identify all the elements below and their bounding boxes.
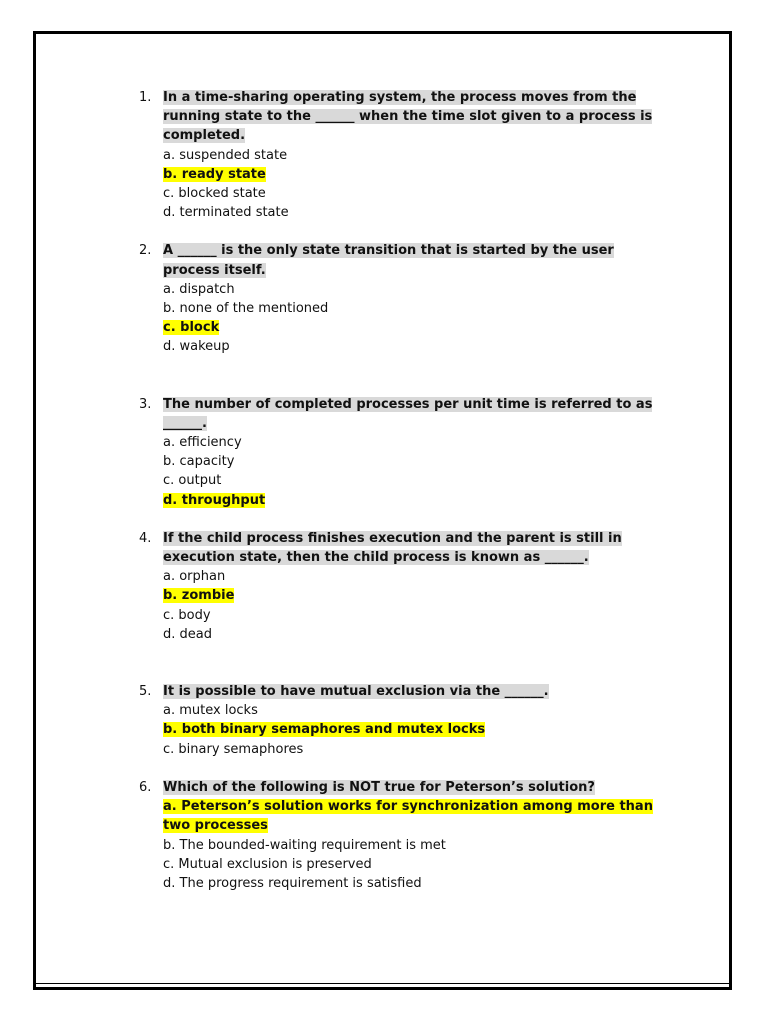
option-a: a. suspended state — [163, 147, 288, 163]
question-spacer — [139, 357, 659, 395]
question-spacer — [139, 510, 659, 529]
option-d-correct: d. throughput — [163, 492, 266, 508]
option-a-correct: a. Peterson’s solution works for synchronization among more than two processes — [163, 799, 653, 834]
question-4 — [139, 529, 659, 644]
option-b: b. capacity — [163, 454, 235, 470]
question-list — [139, 88, 659, 893]
option-c: c. Mutual exclusion is preserved — [163, 856, 372, 872]
option-d: d. wakeup — [163, 339, 230, 355]
question-text: In a time-sharing operating system, the process moves from the running state to the ______ when the time slot given to a process is completed. — [163, 90, 653, 144]
question-number: 3. — [139, 396, 152, 412]
question-number: 2. — [139, 243, 152, 259]
question-spacer — [139, 644, 659, 682]
option-b-correct: b. both binary semaphores and mutex locks — [163, 722, 486, 738]
question-6 — [139, 778, 659, 893]
option-b: b. none of the mentioned — [163, 301, 329, 317]
question-text: A ______ is the only state transition that is started by the user process itself. — [163, 243, 614, 278]
option-d: d. dead — [163, 626, 212, 642]
option-a: a. efficiency — [163, 435, 242, 451]
question-text: Which of the following is NOT true for Peterson’s solution? — [163, 779, 595, 795]
question-5 — [139, 682, 659, 759]
question-text: The number of completed processes per unit time is referred to as ______. — [163, 396, 653, 431]
option-c: c. blocked state — [163, 186, 266, 202]
question-number: 4. — [139, 530, 152, 546]
option-d: d. terminated state — [163, 205, 289, 221]
question-number: 5. — [139, 684, 152, 700]
question-text: It is possible to have mutual exclusion via the ______. — [163, 684, 549, 700]
question-number: 1. — [139, 90, 152, 105]
option-c: c. output — [163, 473, 222, 489]
option-d: d. The progress requirement is satisfied — [163, 875, 422, 891]
question-spacer — [139, 222, 659, 241]
page-border-bottom-line — [36, 983, 729, 984]
option-b-correct: b. ready state — [163, 166, 266, 182]
question-3 — [139, 395, 659, 510]
option-c-correct: c. block — [163, 320, 220, 336]
question-text: If the child process finishes execution and the parent is still in execution state, then the child process is known as ______. — [163, 530, 622, 566]
question-1 — [139, 88, 659, 222]
option-c: c. body — [163, 607, 211, 623]
question-2 — [139, 241, 659, 356]
option-c: c. binary semaphores — [163, 741, 304, 757]
option-a: a. orphan — [163, 569, 226, 585]
question-number: 6. — [139, 779, 152, 795]
option-b-correct: b. zombie — [163, 588, 235, 604]
option-a: a. mutex locks — [163, 703, 258, 719]
question-spacer — [139, 759, 659, 778]
option-a: a. dispatch — [163, 281, 235, 297]
option-b: b. The bounded-waiting requirement is met — [163, 837, 446, 853]
